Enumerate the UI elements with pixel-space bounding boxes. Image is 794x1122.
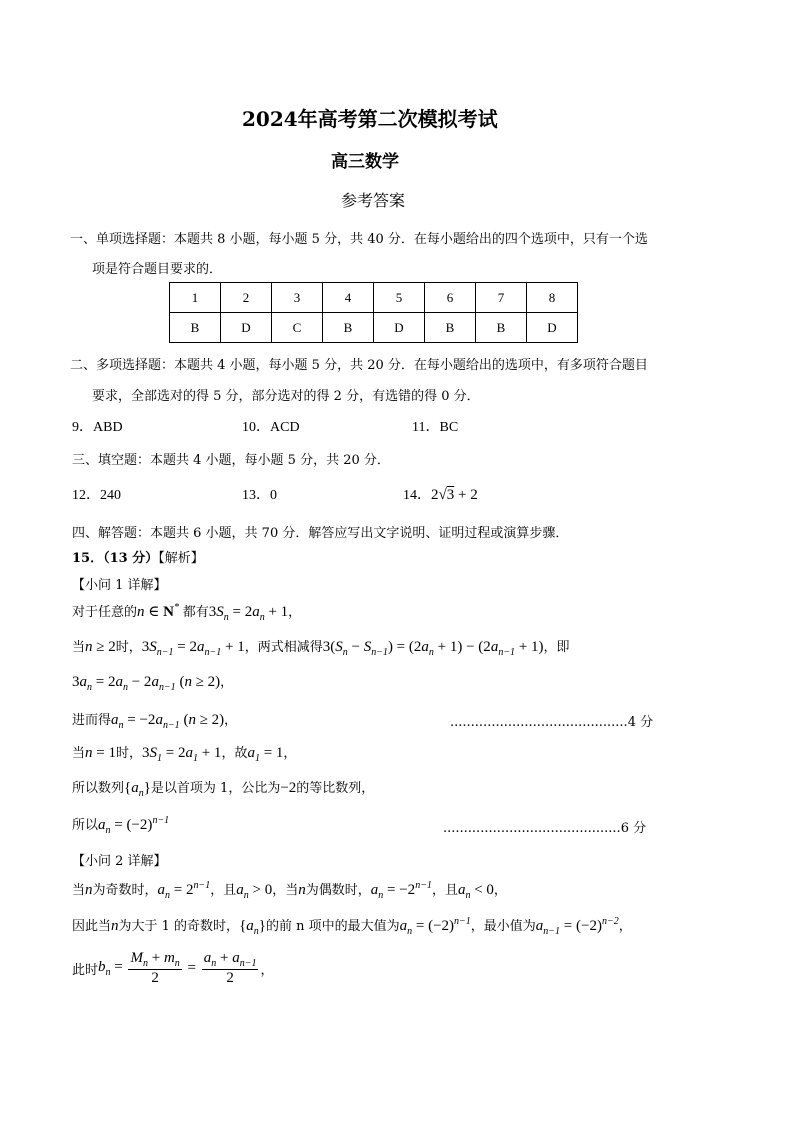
answer-14 [403, 484, 478, 504]
answer-key-title: 参考答案 [341, 191, 406, 210]
formula: $b_n$ = [98, 959, 127, 978]
table-cell: 7 [476, 283, 527, 313]
formula: $\{a_n\}$ [239, 918, 266, 937]
text-segment: 时， [115, 640, 142, 655]
formula: −2 [280, 780, 297, 796]
section1-heading: 一、单项选择题：本题共 8 小题，每小题 5 分，共 40 分．在每小题给出的四个选项中，只有一个选 [70, 232, 648, 247]
text-segment: 为奇数时， [92, 883, 158, 898]
formula: n ≥ 2 [85, 639, 116, 655]
score-6: ...........................................6 分 [443, 821, 647, 836]
solution-line-9: 因此当n为大于 1 的奇数时，$\{a_n\}$的前 n 项中的最大值为$a_n = (-2)^{n-1}$，最小值为$a_{n-1} = (-2)^{n-2}$， [72, 916, 632, 937]
answer-13: 13．0 [242, 488, 277, 503]
text-segment: 为偶数时， [305, 883, 371, 898]
formula: = [183, 960, 200, 976]
subject-title: 高三数学 [331, 152, 399, 172]
solution-line-2 [72, 636, 570, 658]
text-segment: 此时 [72, 963, 99, 978]
solution-line-1: 对于任意的n ∈ N* 都有$3S_n = 2a_n + 1$， [72, 602, 302, 623]
formula: $3(S_n - S_{n-1}) = (2a_n + 1) - (2a_{n-1} + 1)$ [322, 639, 544, 658]
table-cell: 2 [221, 283, 272, 313]
table-cell: D [221, 313, 272, 343]
text-segment: 所以 [72, 818, 99, 833]
solution-line-6 [72, 777, 374, 799]
table-cell: 5 [374, 283, 425, 313]
table-cell: 1 [170, 283, 221, 313]
q15-label: 15．（13 分） [72, 551, 159, 566]
formula: n [137, 604, 145, 620]
table-cell: B [170, 313, 221, 343]
text-segment: 当 [72, 640, 86, 655]
table-cell: B [476, 313, 527, 343]
formula: $a_n = (-2)^{n-1}$ [399, 916, 471, 937]
answer-14-label: 14． [403, 488, 431, 503]
table-cell: C [272, 313, 323, 343]
text-segment: 都有 [182, 605, 209, 620]
solution-line-3: $3a_n = 2a_n - 2a_{n-1}$ (n ≥ 2)， [72, 674, 234, 693]
table-row-numbers [170, 283, 578, 313]
formula: $3S_n = 2a_n + 1$ [208, 604, 289, 623]
answer-11: 11．BC [412, 420, 459, 435]
text-segment: 所以数列 [72, 781, 125, 796]
section2-heading-cont: 要求，全部选对的得 5 分，部分选对的得 2 分，有选错的得 0 分． [92, 389, 480, 404]
formula: $\{a_n\}$ [124, 780, 151, 799]
section1-heading-cont: 项是符合题目要求的． [92, 262, 223, 277]
text-segment: 的前 n 项中的最大值为 [265, 919, 400, 934]
table-cell: 4 [323, 283, 374, 313]
answer-12: 12．240 [72, 488, 121, 503]
solution-line-4: 进而得$a_n = -2a_{n-1}$ (n ≥ 2)， [72, 712, 238, 731]
text-segment: ，故 [221, 746, 248, 761]
formula: $3S_1 = 2a_1 + 1$ [142, 745, 222, 764]
answer-9: 9．ABD [72, 420, 123, 435]
formula: $a_n < 0$ [457, 882, 494, 901]
text-segment: ，且 [431, 883, 458, 898]
q15-heading [72, 547, 204, 566]
text-segment: ，当 [272, 883, 299, 898]
formula: n [111, 918, 119, 934]
text-segment: 因此当 [72, 919, 112, 934]
text-segment: 时， [115, 746, 142, 761]
text-segment: 当 [72, 746, 86, 761]
table-cell: B [425, 313, 476, 343]
solution-line-5: 当n = 1时，$3S_1 = 2a_1 + 1$，故$a_1 = 1$， [72, 745, 297, 764]
table-row-answers [170, 313, 578, 343]
formula: n = 1 [85, 745, 116, 761]
formula: $a_{n-1} = (-2)^{n-2}$ [535, 916, 619, 937]
solution-line-10: 此时$b_n$ = $\frac{M_n + m_n}{2}$ = $\frac{a_n + a_{n-1}}{2}$ ， [72, 950, 274, 986]
table-cell: D [374, 313, 425, 343]
text-segment: 进而得 [72, 713, 112, 728]
section3-heading: 三、填空题：本题共 4 小题，每小题 5 分，共 20 分． [72, 453, 390, 468]
text-segment: ，且 [210, 883, 237, 898]
text-segment: 是以首项为 1，公比为 [150, 781, 281, 796]
formula: n [298, 882, 306, 898]
text-segment: ，即 [543, 640, 570, 655]
page-title: 2024年高考第二次模拟考试 [242, 107, 498, 131]
text-segment: 为大于 1 的奇数时， [118, 919, 240, 934]
table-cell: 8 [527, 283, 578, 313]
formula: n [85, 882, 93, 898]
sub-question-1: 【小问 1 详解】 [72, 578, 167, 593]
answer-14-formula: 2√3 + 2 [431, 487, 478, 503]
table-cell: B [323, 313, 374, 343]
fraction: $\frac{M_n + m_n}{2}$ [130, 950, 180, 986]
answer-10: 10．ACD [242, 420, 300, 435]
section4-heading: 四、解答题：本题共 6 小题，共 70 分．解答应写出文字说明、证明过程或演算步骤． [72, 526, 569, 541]
table-cell: D [527, 313, 578, 343]
formula: $a_n = -2a_{n-1}$ (n ≥ 2) [111, 712, 225, 731]
formula: $a_1 = 1$ [247, 745, 284, 764]
section2-heading: 二、多项选择题：本题共 4 小题，每小题 5 分，共 20 分．在每小题给出的选项中，有多项符合题目 [70, 358, 648, 373]
text-segment: ，最小值为 [470, 919, 536, 934]
formula: $a_n = (-2)^{n-1}$ [98, 815, 170, 836]
table-cell: 6 [425, 283, 476, 313]
formula: $3S_{n-1} = 2a_{n-1} + 1$ [141, 639, 245, 658]
table-cell: 3 [272, 283, 323, 313]
formula: ∈ N* [144, 602, 179, 620]
formula: $a_n > 0$ [236, 882, 273, 901]
formula: $3a_n = 2a_n - 2a_{n-1}$ (n ≥ 2) [72, 674, 221, 693]
sub-question-2: 【小问 2 详解】 [72, 854, 167, 869]
fraction: $\frac{a_n + a_{n-1}}{2}$ [203, 950, 257, 986]
formula: $a_n = -2^{n-1}$ [370, 880, 432, 901]
text-segment: 当 [72, 883, 86, 898]
q15-tag: 【解析】 [158, 551, 204, 566]
score-4: ...........................................4 分 [450, 715, 654, 730]
text-segment: 的等比数列， [296, 781, 375, 796]
text-segment: 对于任意的 [72, 605, 138, 620]
solution-line-8: 当n为奇数时，$a_n = 2^{n-1}$，且$a_n > 0$，当n为偶数时，$a_n = -2^{n-1}$，且$a_n < 0$， [72, 880, 507, 901]
solution-line-7 [72, 814, 169, 836]
text-segment: ，两式相减得 [244, 640, 323, 655]
formula: $a_n = 2^{n-1}$ [157, 880, 211, 901]
answer-table [169, 282, 578, 343]
